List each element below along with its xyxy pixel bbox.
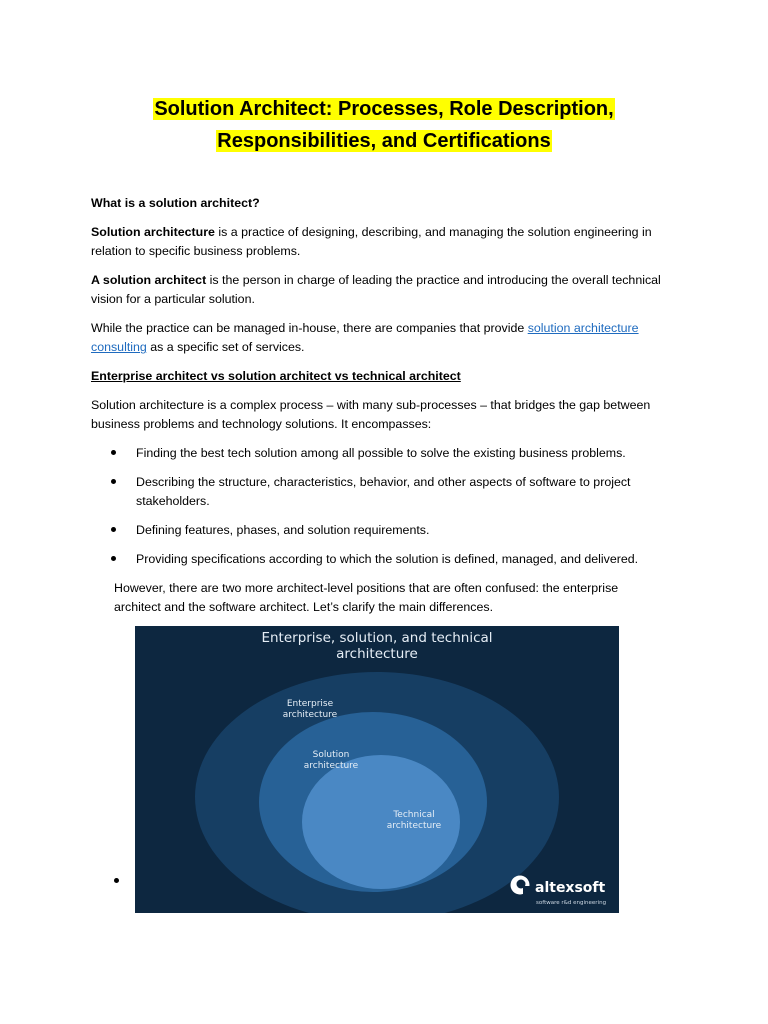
technical-label-2: architecture xyxy=(386,821,442,831)
role-text-cont: vision for a particular solution. xyxy=(91,292,255,307)
title-line-1: Solution Architect: Processes, Role Description, xyxy=(154,98,614,120)
intro-question: What is a solution architect? xyxy=(91,196,260,210)
closing-text-cont: architect and the software architect. Let’s clarify the main differences. xyxy=(114,600,494,615)
page-title xyxy=(0,93,768,157)
title-line-2: Responsibilities, and Certifications xyxy=(217,130,551,152)
enterprise-label-2: architecture xyxy=(282,710,338,720)
consulting-text: While the practice can be managed in-house, there are companies that provide xyxy=(91,321,528,335)
list-item: Finding the best tech solution among all possible to solve the existing business problems. xyxy=(136,446,626,460)
section-heading-link[interactable]: Enterprise architect vs solution architect vs technical architect xyxy=(91,369,461,383)
solution-label-2: architecture xyxy=(303,761,359,771)
bullet-marker xyxy=(111,527,116,532)
process-text-cont: business problems and technology solutions. It encompasses: xyxy=(91,417,432,432)
diagram-title-line-1: Enterprise, solution, and technical xyxy=(261,630,493,646)
architecture-diagram xyxy=(135,626,619,913)
definition-text: is a practice of designing, describing, and managing the solution engineering in xyxy=(214,225,652,239)
consulting-text-cont: as a specific set of services. xyxy=(146,340,305,355)
brand-name: altexsoft xyxy=(535,880,606,896)
paragraph-process xyxy=(91,396,671,435)
process-text: Solution architecture is a complex process – with many sub-processes – that bridges the gap between xyxy=(91,398,651,412)
definition-term: Solution architecture xyxy=(91,225,215,239)
paragraph-role xyxy=(91,271,671,310)
solution-label-1: Solution xyxy=(312,750,350,760)
list-item: Defining features, phases, and solution requirements. xyxy=(136,523,430,537)
paragraph-definition xyxy=(91,223,671,262)
paragraph-closing xyxy=(114,579,654,618)
bullet-marker xyxy=(111,556,116,561)
bullet-marker xyxy=(111,450,116,455)
role-term: A solution architect xyxy=(91,273,207,287)
role-text: is the person in charge of leading the practice and introducing the overall technical xyxy=(206,273,661,287)
diagram-title-line-2: architecture xyxy=(336,646,418,662)
enterprise-label-1: Enterprise xyxy=(286,699,334,709)
definition-text-cont: relation to specific business problems. xyxy=(91,244,301,259)
list-item: Providing specifications according to which the solution is defined, managed, and delivered. xyxy=(136,552,639,566)
consulting-link[interactable]: solution architecture xyxy=(527,321,639,335)
list-item: Describing the structure, characteristics, behavior, and other aspects of software to project stakeholders. xyxy=(136,475,631,509)
bullet-marker xyxy=(111,479,116,484)
paragraph-consulting xyxy=(91,319,671,358)
bullet-marker xyxy=(114,878,119,883)
technical-label-1: Technical xyxy=(393,810,435,820)
consulting-link-cont[interactable]: consulting xyxy=(91,340,147,355)
closing-text: However, there are two more architect-level positions that are often confused: the enterprise xyxy=(114,581,619,595)
brand-tagline: software r&d engineering xyxy=(536,900,607,906)
